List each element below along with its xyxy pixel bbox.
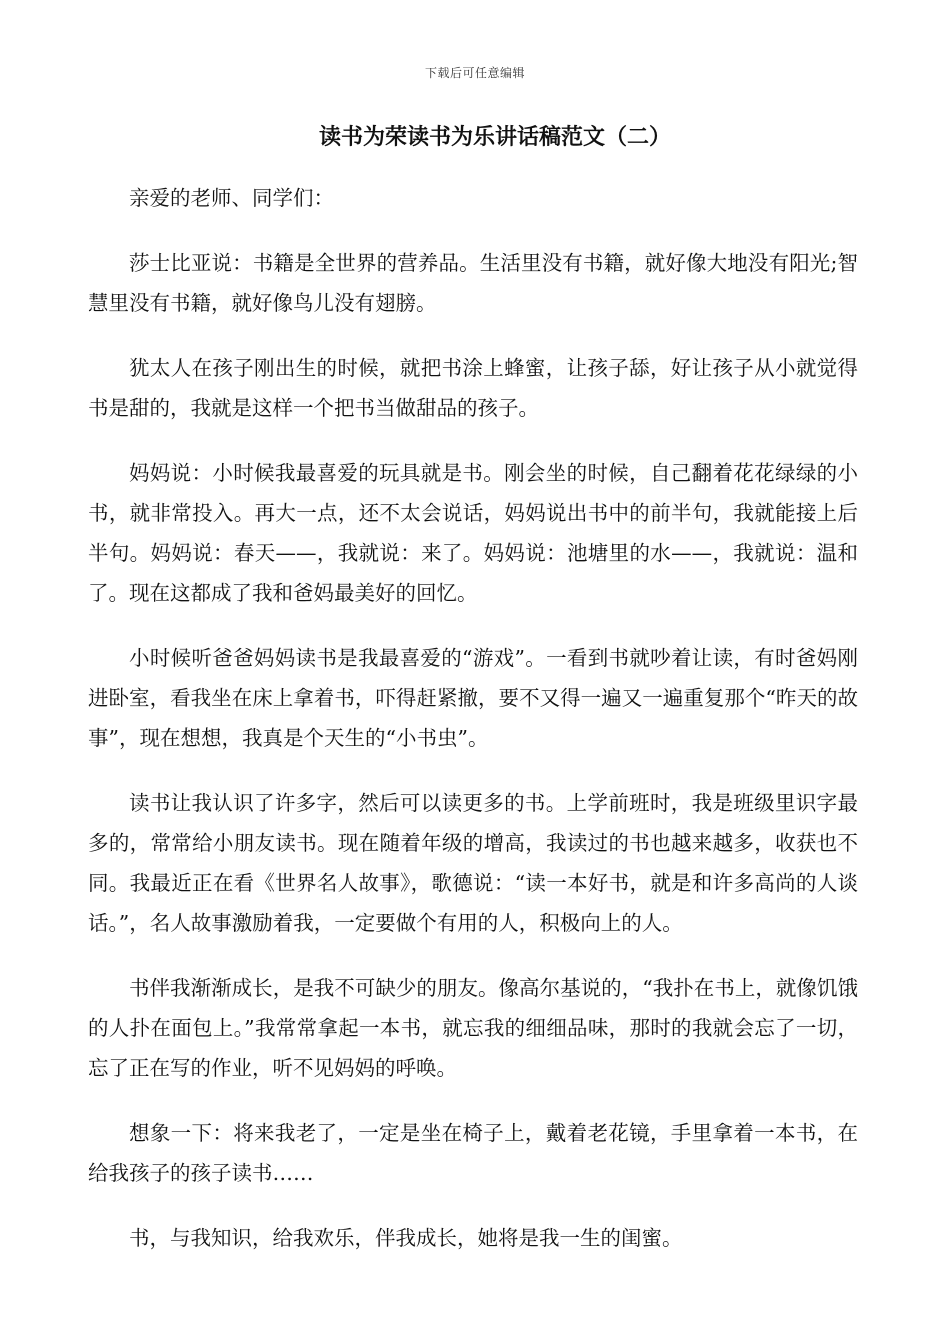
paragraph: 莎士比亚说：书籍是全世界的营养品。生活里没有书籍，就好像大地没有阳光;智慧里没有书籍，就好像鸟儿没有翅膀。 — [88, 251, 858, 315]
paragraph-greeting: 亲爱的老师、同学们： — [129, 186, 334, 210]
paragraph: 想象一下：将来我老了，一定是坐在椅子上，戴着老花镜，手里拿着一本书，在给我孩子的孩子读书…… — [88, 1121, 858, 1185]
paragraph-closing: 书，与我知识，给我欢乐，伴我成长，她将是我一生的闺蜜。 — [129, 1226, 683, 1250]
paragraph: 妈妈说：小时候我最喜爱的玩具就是书。刚会坐的时候，自己翻着花花绿绿的小书，就非常投入。再大一点，还不太会说话，妈妈说出书中的前半句，我就能接上后半句。妈妈说：春天——，我就说：来了。妈妈说：池塘里的水——，我就说：温和了。现在这都成了我和爸妈最美好的回忆。 — [88, 461, 858, 605]
document-body — [88, 178, 858, 1283]
paragraph: 犹太人在孩子刚出生的时候，就把书涂上蜂蜜，让孩子舔，好让孩子从小就觉得书是甜的，我就是这样一个把书当做甜品的孩子。 — [88, 356, 858, 420]
header-note: 下载后可任意编辑 — [424, 66, 525, 80]
paragraph: 读书让我认识了许多字，然后可以读更多的书。上学前班时，我是班级里识字最多的，常常给小朋友读书。现在随着年级的增高，我读过的书也越来越多，收获也不同。我最近正在看《世界名人故事》，歌德说：“读一本好书，就是和许多高尚的人谈话。”，名人故事激励着我，一定要做个有用的人，积极向上的人。 — [88, 791, 858, 935]
paragraph: 小时候听爸爸妈妈读书是我最喜爱的“游戏”。一看到书就吵着让读，有时爸妈刚进卧室，看我坐在床上拿着书，吓得赶紧撤，要不又得一遍又一遍重复那个“昨天的故事”，现在想想，我真是个天生的“小书虫”。 — [88, 646, 858, 750]
document-title: 读书为荣读书为乐讲话稿范文（二） — [318, 124, 671, 150]
paragraph: 书伴我渐渐成长，是我不可缺少的朋友。像高尔基说的，“我扑在书上，就像饥饿的人扑在面包上。”我常常拿起一本书，就忘我的细细品味，那时的我就会忘了一切，忘了正在写的作业，听不见妈妈的呼唤。 — [88, 976, 858, 1080]
